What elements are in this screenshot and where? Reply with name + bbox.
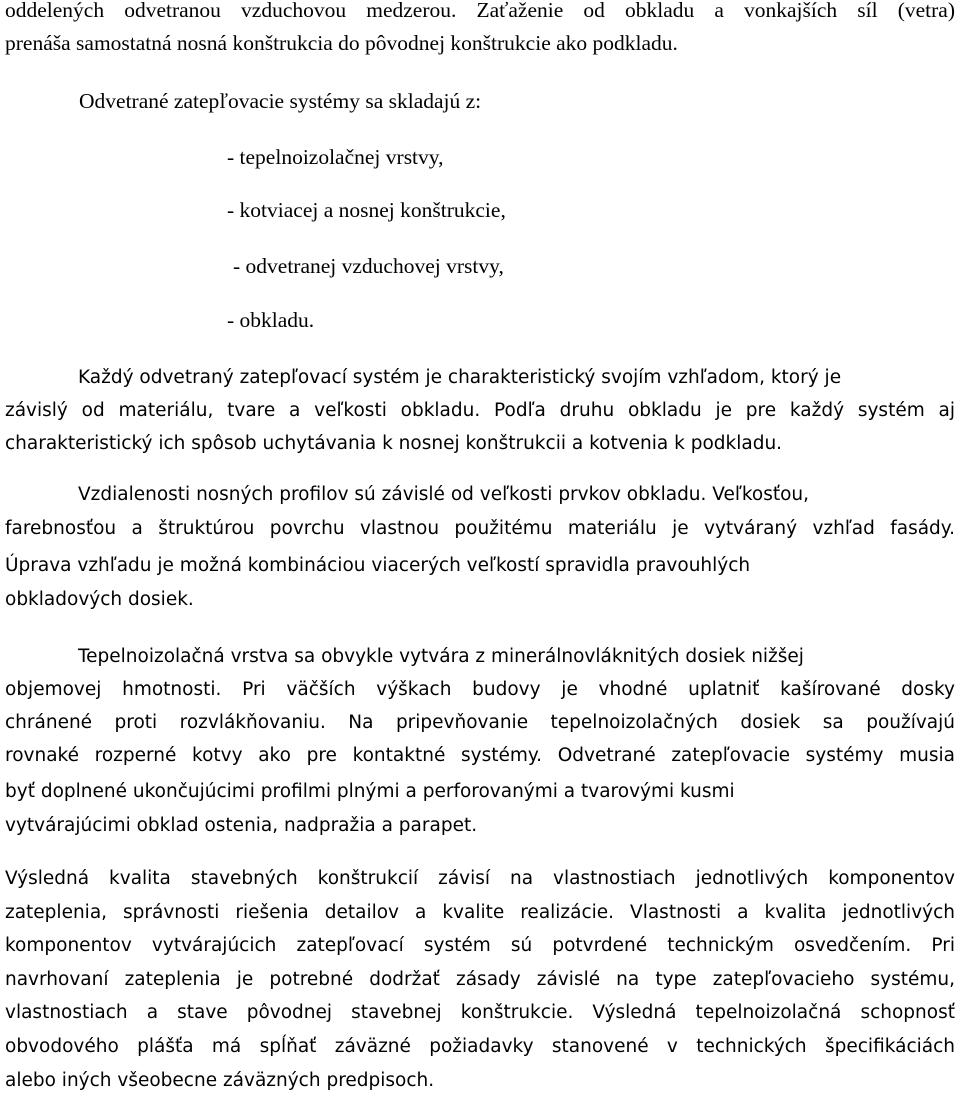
insulation-line-4: rovnaké rozperné kotvy ako pre kontaktné systémy. Odvetrané zatepľovacie systémy musia (5, 745, 955, 766)
insulation-line-1: Tepelnoizolačná vrstva sa obvykle vytvára z minerálnovláknitých dosiek nižšej (78, 646, 804, 667)
insulation-line-2: objemovej hmotnosti. Pri väčších výškach budovy je vhodné uplatniť kašírované dosky (5, 679, 955, 700)
quality-line-5: vlastnostiach a stave pôvodnej stavebnej konštrukcie. Výsledná tepelnoizolačná schopnosť (5, 1002, 955, 1023)
quality-line-4: navrhovaní zateplenia je potrebné dodržať zásady závislé na type zatepľovacieho systému, (5, 969, 955, 990)
intro-line-1: oddelených odvetranou vzduchovou medzerou. Zaťaženie od obkladu a vonkajších síl (vetra) (5, 0, 955, 22)
insulation-line-3: chránené proti rozvlákňovaniu. Na pripevňovanie tepelnoizolačných dosiek sa používajú (5, 712, 955, 733)
profiles-line-3: Úprava vzhľadu je možná kombináciou viacerých veľkostí spravidla pravouhlých (5, 555, 751, 576)
quality-line-3: komponentov vytvárajúcich zatepľovací systém sú potvrdené technickým osvedčením. Pri (5, 935, 955, 956)
quality-line-2: zateplenia, správnosti riešenia detailov a kvalite realizácie. Vlastnosti a kvalita jednotlivých (5, 902, 955, 923)
list-item-air-layer: - odvetranej vzduchovej vrstvy, (233, 254, 504, 278)
insulation-line-6: vytvárajúcimi obklad ostenia, nadpražia a parapet. (5, 815, 478, 836)
profiles-line-1: Vzdialenosti nosných profilov sú závislé od veľkosti prvkov obkladu. Veľkosťou, (78, 484, 810, 505)
intro-line-2: prenáša samostatná nosná konštrukcia do pôvodnej konštrukcie ako podkladu. (5, 31, 678, 55)
insulation-line-5: byť doplnené ukončujúcimi profilmi plnými a perforovanými a tvarovými kusmi (5, 781, 735, 802)
list-heading: Odvetrané zatepľovacie systémy sa skladajú z: (79, 89, 482, 113)
appearance-line-3: charakteristický ich spôsob uchytávania k nosnej konštrukcii a kotvenia k podkladu. (5, 433, 783, 454)
quality-line-6: obvodového plášťa má spĺňať záväzné požiadavky stanovené v technických špecifikáciách (5, 1036, 955, 1057)
list-item-cladding: - obkladu. (227, 308, 315, 332)
profiles-line-4: obkladových dosiek. (5, 589, 194, 610)
list-item-anchoring: - kotviacej a nosnej konštrukcie, (227, 198, 506, 222)
quality-line-1: Výsledná kvalita stavebných konštrukcií závisí na vlastnostiach jednotlivých komponentov (5, 868, 955, 889)
list-item-insulation: - tepelnoizolačnej vrstvy, (227, 145, 444, 169)
appearance-line-1: Každý odvetraný zatepľovací systém je charakteristický svojím vzhľadom, ktorý je (78, 367, 842, 388)
appearance-line-2: závislý od materiálu, tvare a veľkosti obkladu. Podľa druhu obkladu je pre každý systém aj (5, 400, 955, 421)
profiles-line-2: farebnosťou a štruktúrou povrchu vlastnou použitému materiálu je vytváraný vzhľad fasády. (5, 518, 955, 539)
quality-line-7: alebo iných všeobecne záväzných predpisoch. (5, 1070, 435, 1091)
